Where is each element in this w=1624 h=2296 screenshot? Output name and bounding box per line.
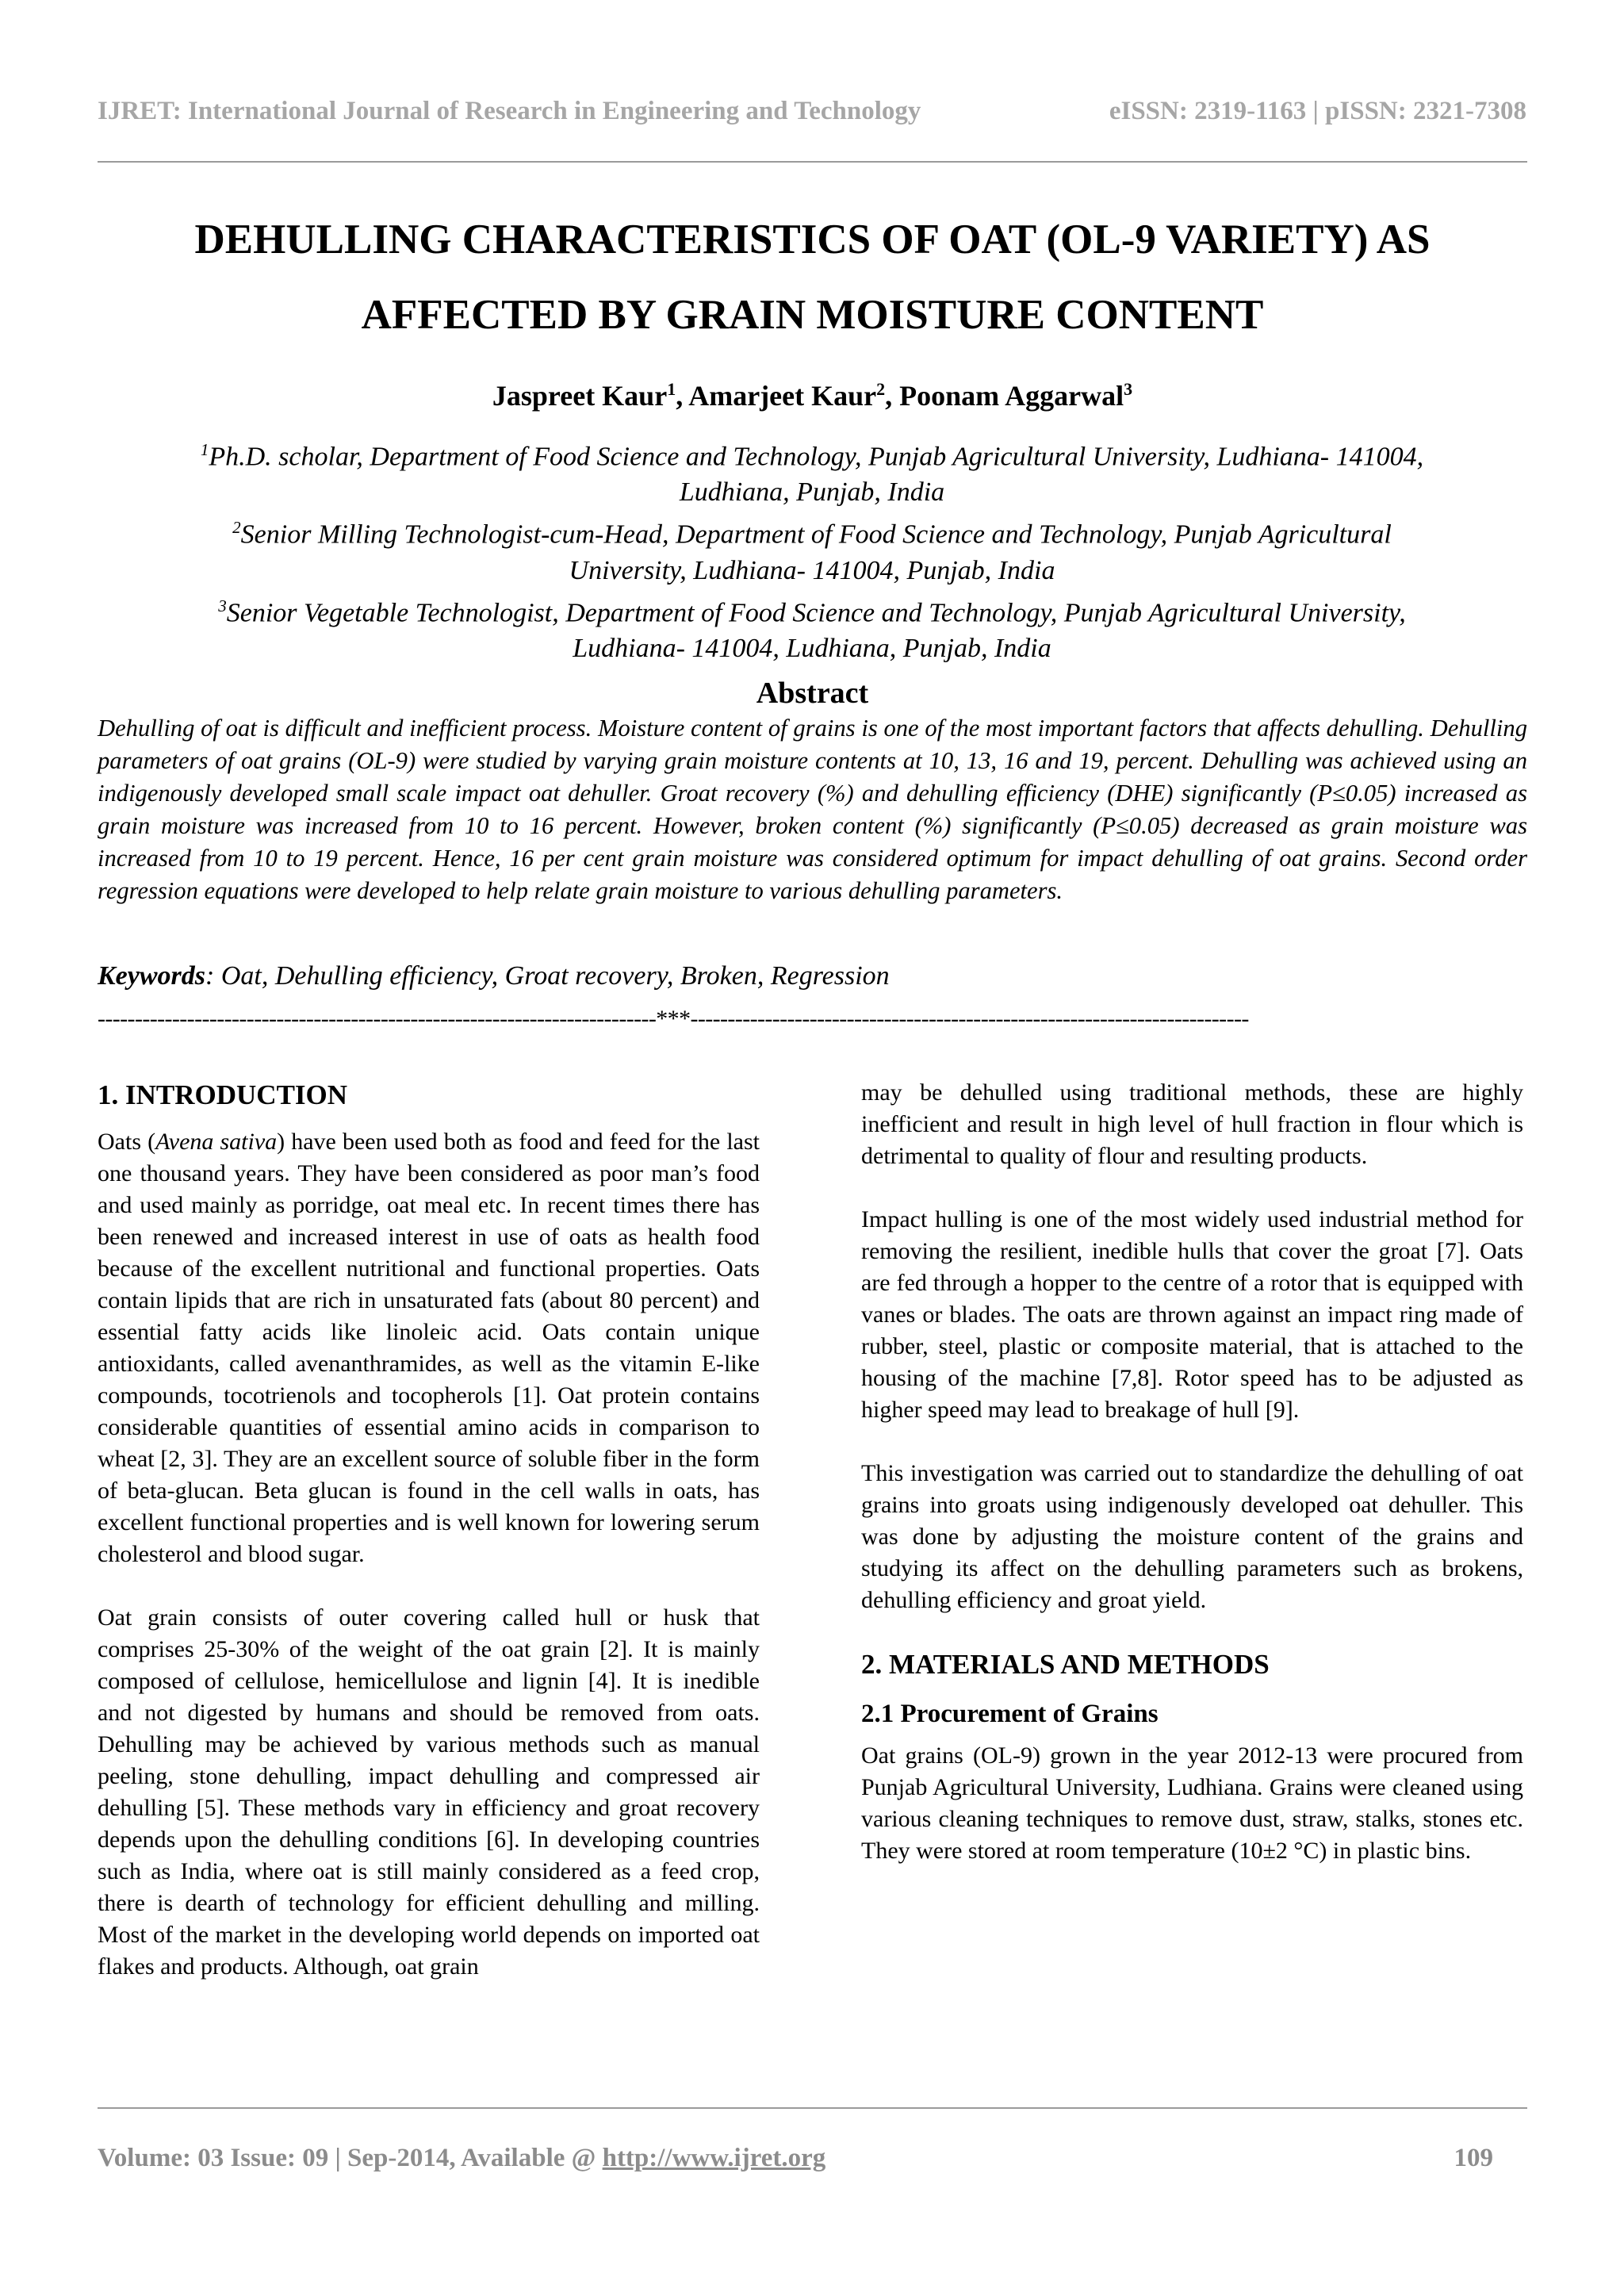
volume-info bbox=[98, 2144, 825, 2173]
left-column bbox=[98, 1077, 760, 1983]
intro-paragraph-2-continued: may be dehulled using traditional methods, these are highly inefficient and result in high level of hull fraction in flour which is detrimental to quality of flour and resulting products. bbox=[861, 1079, 1523, 1169]
intro-paragraph-2: Oat grain consists of outer covering called hull or husk that comprises 25-30% of the weight of the oat grain [2]. It is mainly composed of cellulose, hemicellulose and lignin [4]. It is inedible and not digested by humans and should be removed from oats. Dehulling may be achieved by various methods such as manual peeling, stone dehulling, impact dehulling and compressed air dehulling [5]. These methods vary in efficiency and groat recovery depends upon the dehulling conditions [6]. In developing countries such as India, where oat is still mainly considered as a feed crop, there is dearth of technology for efficient dehulling and milling. Most of the market in the developing world depends on imported oat flakes and products. Although, oat grain bbox=[98, 1604, 760, 1980]
abstract-text: Dehulling of oat is difficult and inefficient process. Moisture content of grains is one of the most important factors that affects dehulling. Dehulling parameters of oat grains (OL-9) were studied by varying grain moisture contents at 10, 13, 16 and 19, percent. Dehulling was achieved using an indigenously developed small scale impact oat dehuller. Groat recovery (%) and dehulling efficiency (DHE) significantly (P≤0.05) increased as grain moisture was increased from 10 to 16 percent. However, broken content (%) significantly (P≤0.05) decreased as grain moisture was increased from 10 to 19 percent. Hence, 16 per cent grain moisture was considered optimum for impact dehulling of oat grains. Second order regression equations were developed to help relate grain moisture to various dehulling parameters. bbox=[98, 715, 1527, 904]
author-affil-number: 3 bbox=[1124, 379, 1133, 399]
keywords-label: Keywords bbox=[98, 961, 205, 991]
affiliation-number: 3 bbox=[218, 596, 227, 615]
abstract-heading: Abstract bbox=[756, 677, 869, 710]
keywords-text: : Oat, Dehulling efficiency, Groat recovery, Broken, Regression bbox=[205, 961, 890, 991]
author-name: Poonam Aggarwal bbox=[899, 380, 1124, 412]
affiliation-1 bbox=[119, 432, 1505, 510]
affiliation-3 bbox=[119, 588, 1505, 666]
intro-paragraph-3: Impact hulling is one of the most widely used industrial method for removing the resilient, inedible hulls that cover the groat [7]. Oats are fed through a hopper to the centre of a rotor that is equipped with vanes or blades. The oats are thrown against an impact ring made of rubber, steel, plastic or composite material, that is attached to the housing of the machine [7,8]. Rotor speed has to be adjusted as higher speed may lead to breakage of hull [9]. bbox=[861, 1206, 1523, 1423]
right-column bbox=[861, 1077, 1523, 1867]
affiliation-2 bbox=[119, 510, 1505, 588]
methods-heading: 2. MATERIALS AND METHODS bbox=[861, 1649, 1270, 1680]
page-number: 109 bbox=[1454, 2144, 1493, 2172]
title-line-1: DEHULLING CHARACTERISTICS OF OAT (OL-9 VARIETY) AS bbox=[194, 217, 1431, 263]
keywords-line bbox=[98, 961, 1527, 991]
section-separator: ---------------------------------------------------------------------------***--------------------------------------------------------------------------- bbox=[98, 1006, 1249, 1032]
affiliation-text: Ludhiana, Punjab, India bbox=[679, 477, 945, 508]
author-affil-number: 1 bbox=[667, 379, 676, 399]
footer-divider bbox=[98, 2107, 1527, 2109]
author-name: Jaspreet Kaur bbox=[492, 380, 668, 412]
intro-text: ) have been used both as food and feed for the last one thousand years. They have been considered as poor man’s food and used mainly as porridge, oat meal etc. In recent times there has been renewed and increased interest in use of oats as health food because of the excellent nutritional and functional properties. Oats contain lipids that are rich in unsaturated fats (about 80 percent) and essential fatty acids like linoleic acid. Oats contain unique antioxidants, called avenanthramides, as well as the vitamin E-like compounds, tocotrienols and tocopherols [1]. Oat protein contains considerable quantities of essential amino acids in comparison to wheat [2, 3]. They are an excellent source of soluble fiber in the form of beta-glucan. Beta glucan is found in the cell walls in oats, has excellent functional properties and is well known for lowering serum cholesterol and blood sugar. bbox=[98, 1129, 760, 1567]
procurement-paragraph: Oat grains (OL-9) grown in the year 2012-13 were procured from Punjab Agricultural University, Ludhiana. Grains were cleaned using various cleaning techniques to remove dust, straw, stalks, stones etc. They were stored at room temperature (10±2 °C) in plastic bins. bbox=[861, 1742, 1523, 1864]
running-header bbox=[0, 97, 1624, 136]
author-list bbox=[98, 379, 1527, 412]
issn-info: eISSN: 2319-1163 | pISSN: 2321-7308 bbox=[1109, 97, 1526, 125]
paper-title bbox=[98, 202, 1527, 353]
author-name: Amarjeet Kaur bbox=[688, 380, 877, 412]
page-footer bbox=[0, 2144, 1624, 2183]
journal-link[interactable]: http://www.ijret.org bbox=[602, 2144, 826, 2172]
introduction-heading: 1. INTRODUCTION bbox=[98, 1079, 348, 1110]
intro-text: Oats ( bbox=[98, 1129, 156, 1155]
affiliation-text: University, Ludhiana- 141004, Punjab, India bbox=[569, 555, 1055, 585]
volume-text: Volume: 03 Issue: 09 | Sep-2014, Available @ bbox=[98, 2144, 603, 2172]
affiliation-text: Ludhiana- 141004, Ludhiana, Punjab, India bbox=[573, 633, 1051, 663]
intro-paragraph-4: This investigation was carried out to standardize the dehulling of oat grains into groats using indigenously developed oat dehuller. This was done by adjusting the moisture content of the grains and studying its affect on the dehulling parameters such as brokens, dehulling efficiency and groat yield. bbox=[861, 1460, 1523, 1613]
affiliation-text: Ph.D. scholar, Department of Food Science and Technology, Punjab Agricultural University, Ludhiana- 141004, bbox=[209, 442, 1424, 472]
author-affil-number: 2 bbox=[876, 379, 886, 399]
intro-paragraph-1 bbox=[98, 1126, 760, 1570]
affiliation-text: Senior Vegetable Technologist, Department of Food Science and Technology, Punjab Agricultural University, bbox=[226, 597, 1406, 627]
affiliations bbox=[119, 432, 1505, 666]
journal-name: IJRET: International Journal of Research in Engineering and Technology bbox=[98, 97, 921, 125]
procurement-subheading: 2.1 Procurement of Grains bbox=[861, 1700, 1159, 1728]
affiliation-number: 2 bbox=[232, 518, 241, 538]
author-separator: , bbox=[885, 380, 900, 412]
affiliation-text: Senior Milling Technologist-cum-Head, Department of Food Science and Technology, Punjab Agricultural bbox=[240, 519, 1392, 550]
title-line-2: AFFECTED BY GRAIN MOISTURE CONTENT bbox=[361, 292, 1264, 338]
affiliation-number: 1 bbox=[200, 440, 209, 459]
species-name: Avena sativa bbox=[155, 1129, 278, 1155]
author-separator: , bbox=[676, 380, 689, 412]
header-divider bbox=[98, 161, 1527, 163]
